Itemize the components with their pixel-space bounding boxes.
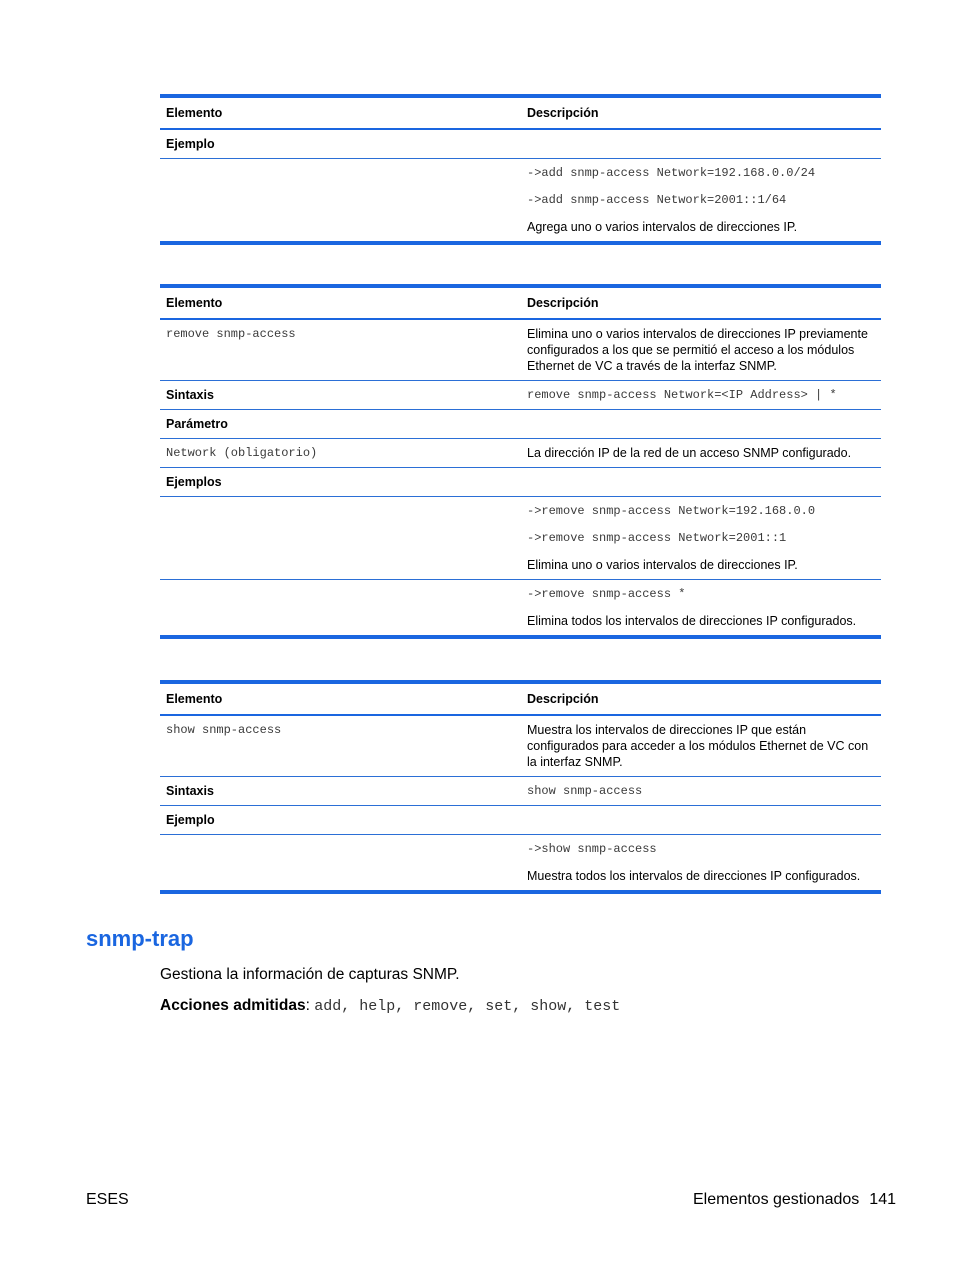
param-description: La dirección IP de la red de un acceso SNMP configurado. bbox=[521, 439, 881, 468]
example-cell bbox=[521, 580, 881, 638]
header-descripcion: Descripción bbox=[521, 682, 881, 715]
table-row bbox=[160, 381, 881, 410]
footer-chapter-title: Elementos gestionados bbox=[692, 1191, 860, 1208]
row-label-parametro: Parámetro bbox=[160, 410, 521, 439]
row-label-ejemplo: Ejemplo bbox=[166, 137, 215, 151]
table-row bbox=[160, 439, 881, 468]
table-show-snmp-access bbox=[160, 680, 881, 894]
example-note: Elimina todos los intervalos de direcciones IP configurados. bbox=[527, 614, 857, 628]
example-command: ->remove snmp-access Network=192.168.0.0 bbox=[527, 504, 816, 518]
param-name: Network (obligatorio) bbox=[160, 439, 521, 468]
command-name: remove snmp-access bbox=[166, 327, 296, 341]
command-description: Muestra los intervalos de direcciones IP que están configurados para acceder a los módulos Ethernet de VC con la interfaz SNMP. bbox=[527, 723, 869, 769]
header-descripcion: Descripción bbox=[521, 286, 881, 319]
header-descripcion: Descripción bbox=[521, 96, 881, 129]
row-label-ejemplo: Ejemplo bbox=[160, 806, 521, 835]
table-row bbox=[160, 468, 881, 497]
table-row bbox=[160, 806, 881, 835]
page-number: 141 bbox=[869, 1191, 896, 1208]
command-description: Elimina uno o varios intervalos de direcciones IP previamente configurados a los que se permitió el acceso a los módulos Ethernet de VC a través de la interfaz SNMP. bbox=[527, 327, 868, 373]
table-header-row bbox=[160, 286, 881, 319]
example-command: ->show snmp-access bbox=[527, 842, 657, 856]
example-note: Muestra todos los intervalos de direcciones IP configurados. bbox=[527, 869, 861, 883]
section-heading: snmp-trap bbox=[86, 926, 194, 951]
header-elemento: Elemento bbox=[160, 96, 521, 129]
header-elemento: Elemento bbox=[160, 286, 521, 319]
row-label-sintaxis: Sintaxis bbox=[160, 381, 521, 410]
actions-separator: : bbox=[305, 997, 315, 1014]
table-row bbox=[160, 159, 881, 244]
header-elemento: Elemento bbox=[160, 682, 521, 715]
actions-list: add, help, remove, set, show, test bbox=[314, 998, 621, 1015]
table-row bbox=[160, 580, 881, 638]
example-command: ->add snmp-access Network=2001::1/64 bbox=[527, 193, 787, 207]
example-command: ->add snmp-access Network=192.168.0.0/24 bbox=[527, 166, 816, 180]
table-row bbox=[160, 319, 881, 381]
syntax-value: remove snmp-access Network=<IP Address> | * bbox=[521, 381, 881, 410]
footer-locale: ESES bbox=[86, 1191, 129, 1208]
example-note: Agrega uno o varios intervalos de direcciones IP. bbox=[527, 220, 798, 234]
actions-label: Acciones admitidas bbox=[160, 997, 306, 1014]
table-row bbox=[160, 715, 881, 777]
table-row bbox=[160, 410, 881, 439]
table-row bbox=[160, 129, 881, 159]
example-command: ->remove snmp-access * bbox=[527, 587, 686, 601]
example-cell bbox=[521, 159, 881, 244]
command-name: show snmp-access bbox=[166, 723, 282, 737]
supported-actions bbox=[160, 997, 620, 1015]
example-note: Elimina uno o varios intervalos de direcciones IP. bbox=[527, 558, 798, 572]
footer-chapter bbox=[693, 1191, 896, 1209]
table-row bbox=[160, 777, 881, 806]
table-row bbox=[160, 835, 881, 893]
row-label-ejemplos: Ejemplos bbox=[160, 468, 521, 497]
syntax-value: show snmp-access bbox=[521, 777, 881, 806]
table-row bbox=[160, 497, 881, 580]
table-add-snmp-access-example bbox=[160, 94, 881, 245]
example-cell bbox=[521, 497, 881, 580]
row-label-sintaxis: Sintaxis bbox=[160, 777, 521, 806]
example-command: ->remove snmp-access Network=2001::1 bbox=[527, 531, 787, 545]
example-cell bbox=[521, 835, 881, 893]
table-remove-snmp-access bbox=[160, 284, 881, 639]
section-description: Gestiona la información de capturas SNMP. bbox=[160, 966, 460, 983]
table-header-row bbox=[160, 96, 881, 129]
table-header-row bbox=[160, 682, 881, 715]
